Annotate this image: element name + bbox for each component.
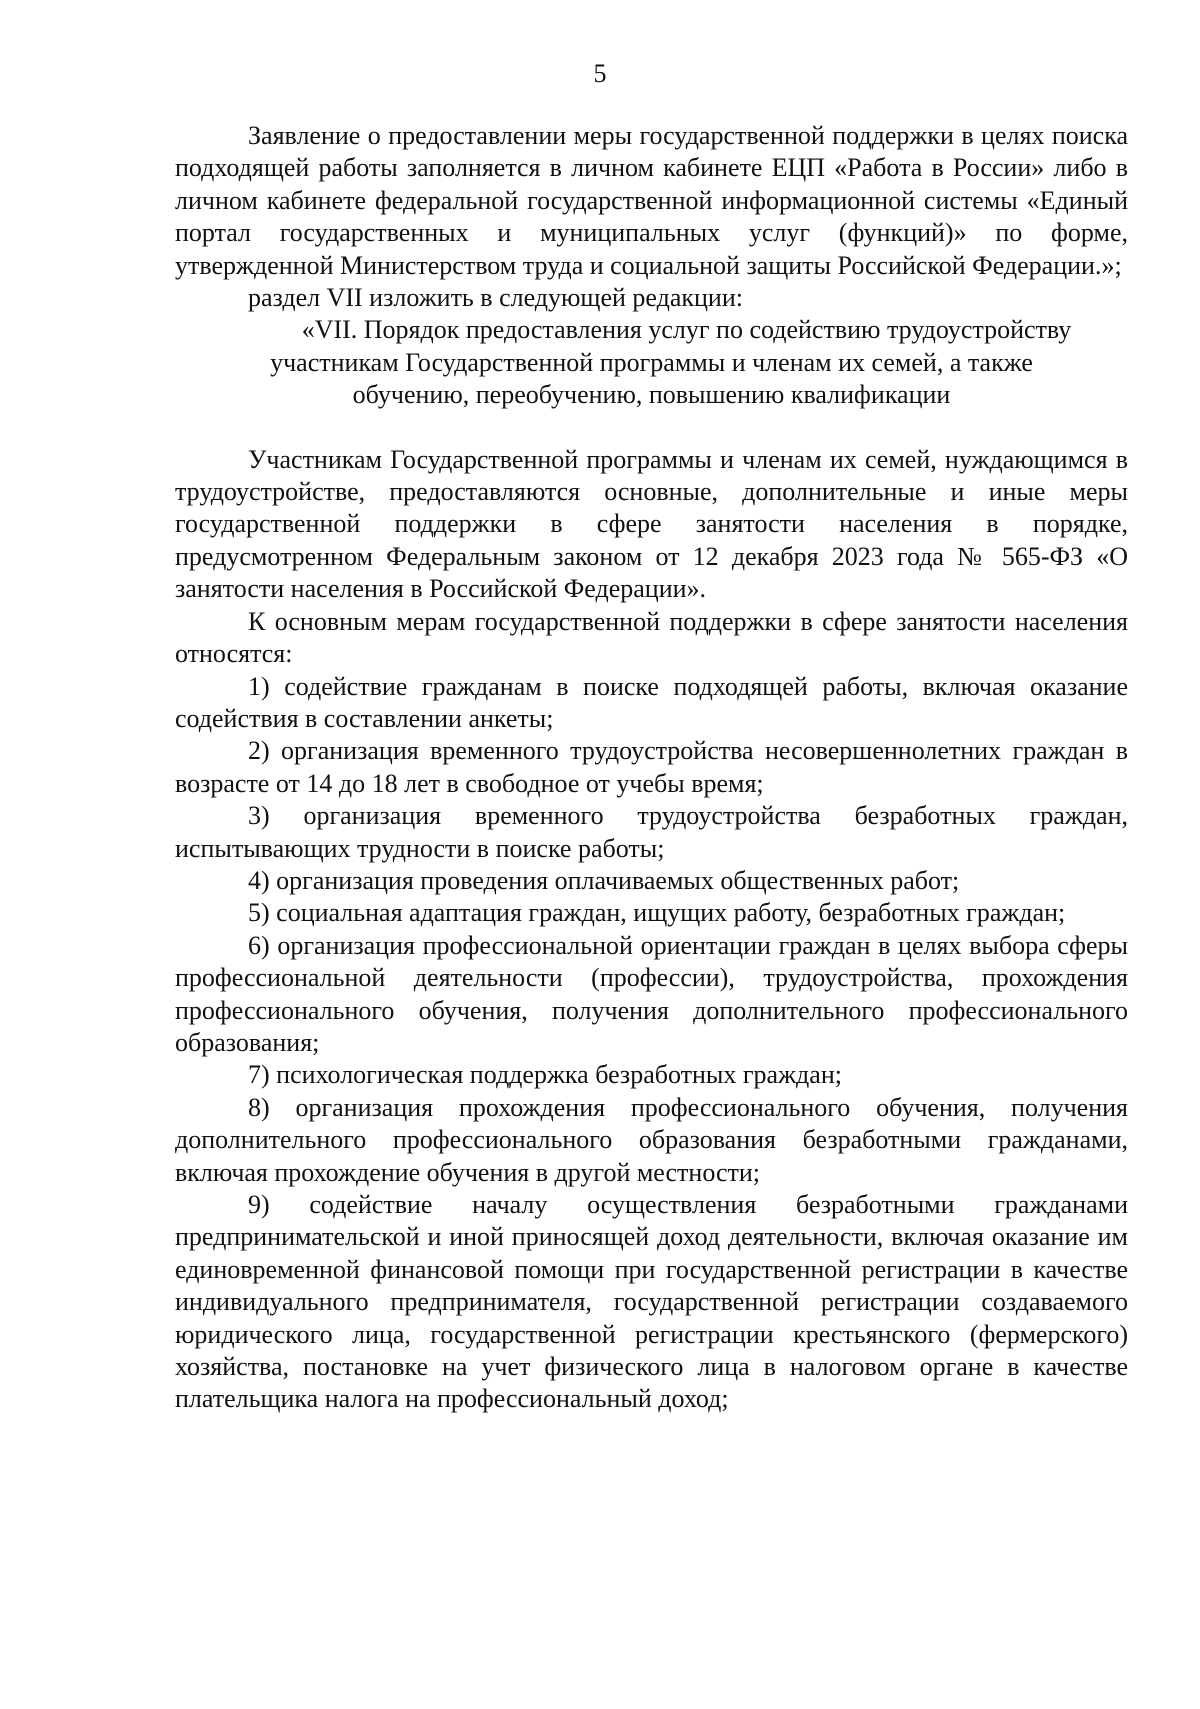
- list-item: 7) психологическая поддержка безработных граждан;: [248, 1060, 842, 1090]
- paragraph-application-form: Заявление о предоставлении меры государственной поддержки в целях поиска подходящей работы заполняется в личном кабинете ЕЦП «Работа в России» либо в личном кабинете федеральной государственной информационной системы «Единый портал государственных и муниципальных услуг (функций)» по форме, утвержденной Министерством труда и социальной защиты Российской Федерации.»;: [175, 121, 1128, 280]
- paragraph-section-instruction: раздел VII изложить в следующей редакции:: [248, 283, 743, 313]
- section-heading-line-3: обучению, переобучению, повышению квалификации: [352, 380, 951, 410]
- section-heading-line-2: участникам Государственной программы и членам их семей, а также: [270, 347, 1033, 377]
- page-number: 5: [593, 59, 607, 88]
- list-item: 4) организация проведения оплачиваемых общественных работ;: [248, 865, 960, 895]
- list-item: 5) социальная адаптация граждан, ищущих работу, безработных граждан;: [248, 898, 1066, 928]
- list-item: 1) содействие гражданам в поиске подходящей работы, включая оказание содействия в составлении анкеты;: [175, 671, 1128, 733]
- paragraph-main-measures-intro: К основным мерам государственной поддержки в сфере занятости населения относятся:: [175, 606, 1128, 669]
- list-item: 8) организация прохождения профессионального обучения, получения дополнительного профессионального образования безработными гражданами, включая прохождение обучения в другой местности;: [175, 1092, 1128, 1187]
- section-heading-line-1: «VII. Порядок предоставления услуг по содействию трудоустройству: [301, 315, 1072, 345]
- list-item: 9) содействие началу осуществления безработными гражданами предпринимательской и иной приносящей доход деятельности, включая оказание им единовременной финансовой помощи при государственной регистрации в качестве индивидуального предпринимателя, государственной регистрации создаваемого юридического лица, государственной регистрации крестьянского (фермерского) хозяйства, постановке на учет физического лица в налоговом органе в качестве плательщика налога на профессиональный доход;: [175, 1190, 1128, 1414]
- blank-line: [175, 412, 1128, 444]
- list-item: 2) организация временного трудоустройства несовершеннолетних граждан в возрасте от 14 до 18 лет в свободное от учебы время;: [175, 736, 1128, 798]
- section-heading: [175, 314, 1128, 411]
- list-item: 3) организация временного трудоустройства безработных граждан, испытывающих трудности в поиске работы;: [175, 801, 1128, 863]
- paragraph-participants: Участникам Государственной программы и членам их семей, нуждающимся в трудоустройстве, предоставляются основные, дополнительные и иные меры государственной поддержки в сфере занятости населения в порядке, предусмотренном Федеральным законом от 12 декабря 2023 года № 565-ФЗ «О занятости населения в Российской Федерации».: [175, 444, 1128, 604]
- list-item: 6) организация профессиональной ориентации граждан в целях выбора сферы профессиональной деятельности (профессии), трудоустройства, прохождения профессионального обучения, получения дополнительного профессионального образования;: [175, 930, 1128, 1057]
- document-body: [175, 120, 1128, 1416]
